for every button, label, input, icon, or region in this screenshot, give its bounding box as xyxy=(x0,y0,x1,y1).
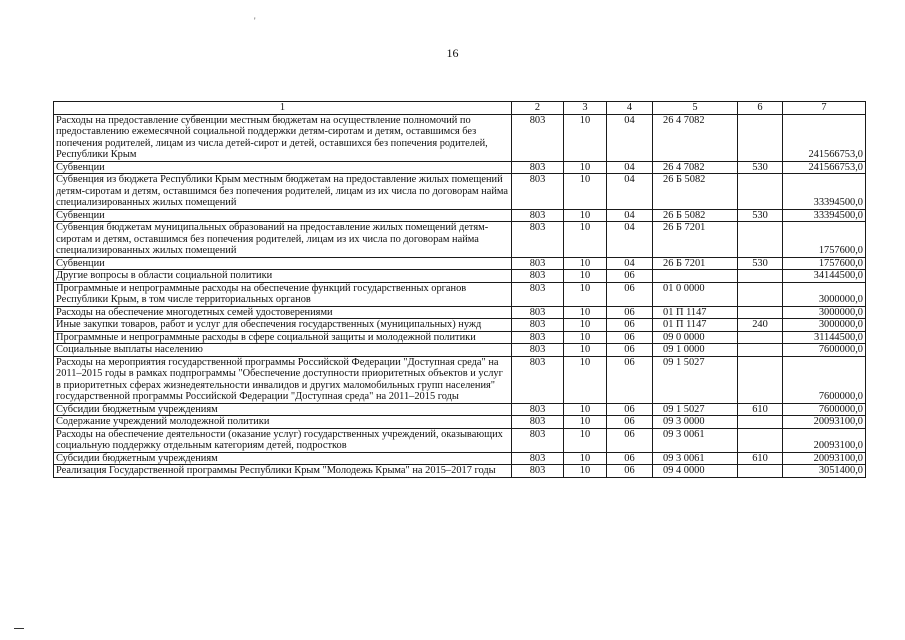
row-subsection-cell: 04 xyxy=(607,257,653,270)
row-amount-cell: 7600000,0 xyxy=(783,356,866,403)
row-target-article-cell: 09 3 0061 xyxy=(653,428,738,452)
header-cell-section: 3 xyxy=(564,102,607,115)
row-expense-type-cell xyxy=(738,270,783,283)
row-target-article-cell: 09 1 5027 xyxy=(653,356,738,403)
row-subsection-cell: 06 xyxy=(607,319,653,332)
row-section-cell: 10 xyxy=(564,306,607,319)
row-department-cell: 803 xyxy=(512,356,564,403)
table-row xyxy=(54,416,866,429)
row-section-cell: 10 xyxy=(564,452,607,465)
row-department-cell: 803 xyxy=(512,222,564,258)
row-subsection-cell: 06 xyxy=(607,465,653,478)
table-row xyxy=(54,331,866,344)
table-row xyxy=(54,344,866,357)
row-subsection-cell: 06 xyxy=(607,344,653,357)
row-department-cell: 803 xyxy=(512,161,564,174)
row-target-article-cell: 09 3 0061 xyxy=(653,452,738,465)
row-target-article-cell: 09 1 5027 xyxy=(653,403,738,416)
row-name-cell: Субвенция из бюджета Республики Крым местным бюджетам на предоставление жилых помещений детям-сиротам и детям, оставшимся без попечения родителей, лицам из их числа по договорам найма специализированных жилых помещений xyxy=(54,174,512,210)
row-expense-type-cell: 240 xyxy=(738,319,783,332)
row-expense-type-cell: 610 xyxy=(738,403,783,416)
scan-edge-mark xyxy=(14,628,24,629)
row-subsection-cell: 06 xyxy=(607,403,653,416)
table-row xyxy=(54,257,866,270)
row-expense-type-cell xyxy=(738,282,783,306)
row-amount-cell: 3000000,0 xyxy=(783,306,866,319)
row-amount-cell: 7600000,0 xyxy=(783,403,866,416)
row-expense-type-cell xyxy=(738,222,783,258)
row-expense-type-cell xyxy=(738,465,783,478)
row-subsection-cell: 06 xyxy=(607,428,653,452)
header-cell-name: 1 xyxy=(54,102,512,115)
row-amount-cell: 20093100,0 xyxy=(783,416,866,429)
table-row xyxy=(54,161,866,174)
row-section-cell: 10 xyxy=(564,416,607,429)
row-section-cell: 10 xyxy=(564,356,607,403)
row-name-cell: Субсидии бюджетным учреждениям xyxy=(54,452,512,465)
row-expense-type-cell xyxy=(738,356,783,403)
row-name-cell: Реализация Государственной программы Республики Крым "Молодежь Крыма" на 2015–2017 годы xyxy=(54,465,512,478)
table-row xyxy=(54,356,866,403)
row-name-cell: Расходы на мероприятия государственной программы Российской Федерации "Доступная среда" на 2011–2015 годы в рамках подпрограммы "Обеспечение доступности приоритетных объектов и услуг в приоритетных сферах жизнедеятельности инвалидов и других маломобильных групп населения" государственной программы Российской Федерации "Доступная среда" на 2011–2015 годы xyxy=(54,356,512,403)
row-expense-type-cell xyxy=(738,114,783,161)
table-row xyxy=(54,428,866,452)
table-row xyxy=(54,282,866,306)
row-target-article-cell: 09 3 0000 xyxy=(653,416,738,429)
header-cell-department: 2 xyxy=(512,102,564,115)
row-name-cell: Иные закупки товаров, работ и услуг для обеспечения государственных (муниципальных) нужд xyxy=(54,319,512,332)
row-target-article-cell: 09 1 0000 xyxy=(653,344,738,357)
row-department-cell: 803 xyxy=(512,270,564,283)
row-amount-cell: 7600000,0 xyxy=(783,344,866,357)
row-amount-cell: 20093100,0 xyxy=(783,428,866,452)
row-target-article-cell: 26 Б 7201 xyxy=(653,257,738,270)
row-target-article-cell: 26 4 7082 xyxy=(653,161,738,174)
row-amount-cell: 31144500,0 xyxy=(783,331,866,344)
row-name-cell: Программные и непрограммные расходы в сфере социальной защиты и молодежной политики xyxy=(54,331,512,344)
row-target-article-cell: 09 0 0000 xyxy=(653,331,738,344)
scan-artifact-mark: ' xyxy=(254,16,256,26)
row-target-article-cell: 26 Б 5082 xyxy=(653,209,738,222)
budget-table xyxy=(53,101,866,478)
header-cell-target-article: 5 xyxy=(653,102,738,115)
row-name-cell: Расходы на предоставление субвенции местным бюджетам на осуществление полномочий по предоставлению ежемесячной социальной поддержки детям-сиротам и детям, оставшимся без попечения родителей, лицам из числа детей-сирот и детей, оставшихся без попечения родителей, Республики Крым xyxy=(54,114,512,161)
row-name-cell: Субсидии бюджетным учреждениям xyxy=(54,403,512,416)
row-subsection-cell: 04 xyxy=(607,222,653,258)
row-department-cell: 803 xyxy=(512,465,564,478)
row-amount-cell: 33394500,0 xyxy=(783,209,866,222)
row-target-article-cell: 26 Б 7201 xyxy=(653,222,738,258)
header-cell-amount: 7 xyxy=(783,102,866,115)
row-name-cell: Социальные выплаты населению xyxy=(54,344,512,357)
row-expense-type-cell xyxy=(738,416,783,429)
row-expense-type-cell xyxy=(738,331,783,344)
header-cell-subsection: 4 xyxy=(607,102,653,115)
row-expense-type-cell xyxy=(738,428,783,452)
row-name-cell: Другие вопросы в области социальной политики xyxy=(54,270,512,283)
row-target-article-cell: 26 Б 5082 xyxy=(653,174,738,210)
row-section-cell: 10 xyxy=(564,222,607,258)
row-department-cell: 803 xyxy=(512,403,564,416)
row-department-cell: 803 xyxy=(512,282,564,306)
row-department-cell: 803 xyxy=(512,452,564,465)
row-expense-type-cell xyxy=(738,344,783,357)
row-subsection-cell: 06 xyxy=(607,416,653,429)
row-amount-cell: 33394500,0 xyxy=(783,174,866,210)
row-expense-type-cell: 530 xyxy=(738,209,783,222)
table-row xyxy=(54,114,866,161)
row-name-cell: Субвенция бюджетам муниципальных образований на предоставление жилых помещений детям-сиротам и детям, оставшимся без попечения родителей, лицам из их числа по договорам найма специализированных жилых помещений xyxy=(54,222,512,258)
row-amount-cell: 20093100,0 xyxy=(783,452,866,465)
row-section-cell: 10 xyxy=(564,209,607,222)
row-department-cell: 803 xyxy=(512,209,564,222)
row-name-cell: Программные и непрограммные расходы на обеспечение функций государственных органов Республики Крым, в том числе территориальных органов xyxy=(54,282,512,306)
row-section-cell: 10 xyxy=(564,270,607,283)
table-row xyxy=(54,270,866,283)
row-name-cell: Расходы на обеспечение многодетных семей удостоверениями xyxy=(54,306,512,319)
table-row xyxy=(54,306,866,319)
row-expense-type-cell xyxy=(738,174,783,210)
row-target-article-cell: 01 0 0000 xyxy=(653,282,738,306)
row-expense-type-cell: 530 xyxy=(738,161,783,174)
row-name-cell: Содержание учреждений молодежной политики xyxy=(54,416,512,429)
row-name-cell: Субвенции xyxy=(54,209,512,222)
header-cell-expense-type: 6 xyxy=(738,102,783,115)
row-subsection-cell: 06 xyxy=(607,331,653,344)
row-section-cell: 10 xyxy=(564,257,607,270)
row-amount-cell: 1757600,0 xyxy=(783,222,866,258)
row-section-cell: 10 xyxy=(564,331,607,344)
row-subsection-cell: 04 xyxy=(607,161,653,174)
row-subsection-cell: 06 xyxy=(607,270,653,283)
row-subsection-cell: 06 xyxy=(607,356,653,403)
row-subsection-cell: 04 xyxy=(607,174,653,210)
row-amount-cell: 3000000,0 xyxy=(783,319,866,332)
row-subsection-cell: 04 xyxy=(607,114,653,161)
row-expense-type-cell xyxy=(738,306,783,319)
table-row xyxy=(54,465,866,478)
row-target-article-cell: 01 П 1147 xyxy=(653,306,738,319)
table-row xyxy=(54,174,866,210)
row-amount-cell: 241566753,0 xyxy=(783,161,866,174)
table-row xyxy=(54,319,866,332)
row-section-cell: 10 xyxy=(564,282,607,306)
row-department-cell: 803 xyxy=(512,331,564,344)
row-amount-cell: 1757600,0 xyxy=(783,257,866,270)
row-department-cell: 803 xyxy=(512,416,564,429)
row-section-cell: 10 xyxy=(564,114,607,161)
row-subsection-cell: 06 xyxy=(607,282,653,306)
row-department-cell: 803 xyxy=(512,114,564,161)
row-department-cell: 803 xyxy=(512,428,564,452)
row-amount-cell: 3051400,0 xyxy=(783,465,866,478)
row-target-article-cell: 26 4 7082 xyxy=(653,114,738,161)
row-department-cell: 803 xyxy=(512,306,564,319)
row-expense-type-cell: 530 xyxy=(738,257,783,270)
row-section-cell: 10 xyxy=(564,428,607,452)
row-section-cell: 10 xyxy=(564,319,607,332)
row-amount-cell: 241566753,0 xyxy=(783,114,866,161)
row-subsection-cell: 04 xyxy=(607,209,653,222)
row-name-cell: Субвенции xyxy=(54,161,512,174)
row-section-cell: 10 xyxy=(564,465,607,478)
row-section-cell: 10 xyxy=(564,174,607,210)
row-section-cell: 10 xyxy=(564,161,607,174)
row-expense-type-cell: 610 xyxy=(738,452,783,465)
row-amount-cell: 34144500,0 xyxy=(783,270,866,283)
row-department-cell: 803 xyxy=(512,174,564,210)
row-subsection-cell: 06 xyxy=(607,452,653,465)
row-department-cell: 803 xyxy=(512,344,564,357)
table-header-row xyxy=(54,102,866,115)
page-number: 16 xyxy=(446,46,459,60)
table-row xyxy=(54,403,866,416)
row-name-cell: Субвенции xyxy=(54,257,512,270)
row-section-cell: 10 xyxy=(564,344,607,357)
row-amount-cell: 3000000,0 xyxy=(783,282,866,306)
row-subsection-cell: 06 xyxy=(607,306,653,319)
row-section-cell: 10 xyxy=(564,403,607,416)
table-row xyxy=(54,209,866,222)
row-department-cell: 803 xyxy=(512,319,564,332)
row-target-article-cell xyxy=(653,270,738,283)
row-department-cell: 803 xyxy=(512,257,564,270)
row-target-article-cell: 09 4 0000 xyxy=(653,465,738,478)
table-row xyxy=(54,452,866,465)
table-row xyxy=(54,222,866,258)
row-name-cell: Расходы на обеспечение деятельности (оказание услуг) государственных учреждений, оказывающих социальную поддержку отдельным категориям детей, подростков xyxy=(54,428,512,452)
row-target-article-cell: 01 П 1147 xyxy=(653,319,738,332)
